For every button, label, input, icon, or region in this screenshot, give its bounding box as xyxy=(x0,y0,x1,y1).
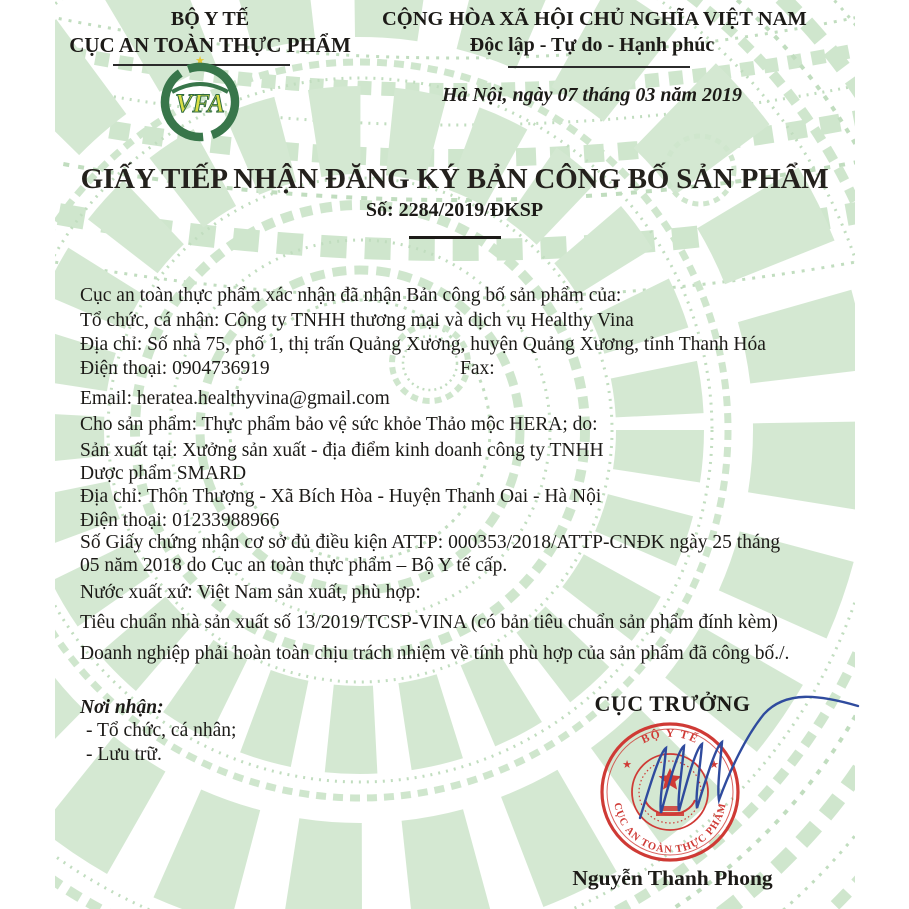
body-line: 05 năm 2018 do Cục an toàn thực phẩm – Bộ Y tế cấp. xyxy=(80,555,508,576)
body-line: Sản xuất tại: Xưởng sản xuất - địa điểm kinh doanh công ty TNHH xyxy=(80,440,604,461)
body-line: Cục an toàn thực phẩm xác nhận đã nhận Bản công bố sản phẩm của: xyxy=(80,285,622,306)
body-line: Dược phẩm SMARD xyxy=(80,463,247,484)
body-line: Địa chỉ: Thôn Thượng - Xã Bích Hòa - Huyện Thanh Oai - Hà Nội xyxy=(80,486,602,507)
recipient-item: - Lưu trữ. xyxy=(86,744,162,765)
issue-date: Hà Nội, ngày 07 tháng 03 năm 2019 xyxy=(441,84,743,106)
department-name: CỤC AN TOÀN THỰC PHẨM xyxy=(69,33,351,57)
seal-bottom-text: CỤC AN TOÀN THỰC PHẨM xyxy=(611,801,729,856)
country-motto-line1: CỘNG HÒA XÃ HỘI CHỦ NGHĨA VIỆT NAM xyxy=(382,8,807,30)
body-line: Điện thoại: 01233988966 xyxy=(80,510,280,531)
body-line: Email: heratea.healthyvina@gmail.com xyxy=(80,388,390,409)
body-line: Doanh nghiệp phải hoàn toàn chịu trách nhiệm về tính phù hợp của sản phẩm đã công bố./. xyxy=(80,643,790,664)
document-title: GIẤY TIẾP NHẬN ĐĂNG KÝ BẢN CÔNG BỐ SẢN PHẨM xyxy=(80,163,829,195)
motto-underline xyxy=(508,66,690,68)
body-line: Cho sản phẩm: Thực phẩm bảo vệ sức khỏe Thảo mộc HERA; do: xyxy=(80,414,598,435)
body-line: Số Giấy chứng nhận cơ sở đủ điều kiện ATTP: 000353/2018/ATTP-CNĐK ngày 25 tháng xyxy=(80,532,781,553)
vfa-logo xyxy=(154,50,246,146)
signer-name: Nguyễn Thanh Phong xyxy=(572,866,773,890)
ministry-name: BỘ Y TẾ xyxy=(170,8,250,30)
vfa-star-icon: ★ xyxy=(195,55,205,67)
seal-top-text: BỘ Y TẾ xyxy=(639,727,701,747)
fax-label: Fax: xyxy=(460,358,495,379)
title-underline xyxy=(409,236,501,239)
document-number: Số: 2284/2019/ĐKSP xyxy=(365,199,544,221)
phone-value: Điện thoại: 0904736919 xyxy=(80,358,270,379)
signer-title: CỤC TRƯỞNG xyxy=(594,691,751,716)
body-line: Tiêu chuẩn nhà sản xuất số 13/2019/TCSP-VINA (có bản tiêu chuẩn sản phẩm đính kèm) xyxy=(80,612,778,633)
body-line: Nước xuất xứ: Việt Nam sản xuất, phù hợp: xyxy=(80,582,421,603)
country-motto-line2: Độc lập - Tự do - Hạnh phúc xyxy=(469,34,715,56)
recipient-item: - Tổ chức, cá nhân; xyxy=(86,720,237,741)
vfa-logo-text: VFA xyxy=(175,89,225,118)
recipients-heading: Nơi nhận: xyxy=(80,697,164,718)
seal-star-left-icon: ★ xyxy=(622,759,632,771)
national-header xyxy=(382,8,807,57)
body-line xyxy=(80,358,840,380)
seal-star-right-icon: ★ xyxy=(709,759,719,771)
body-line: Địa chỉ: Số nhà 75, phố 1, thị trấn Quảng Xương, huyện Quảng Xương, tỉnh Thanh Hóa xyxy=(80,334,766,355)
body-line: Tổ chức, cá nhân: Công ty TNHH thương mại và dịch vụ Healthy Vina xyxy=(80,310,634,331)
